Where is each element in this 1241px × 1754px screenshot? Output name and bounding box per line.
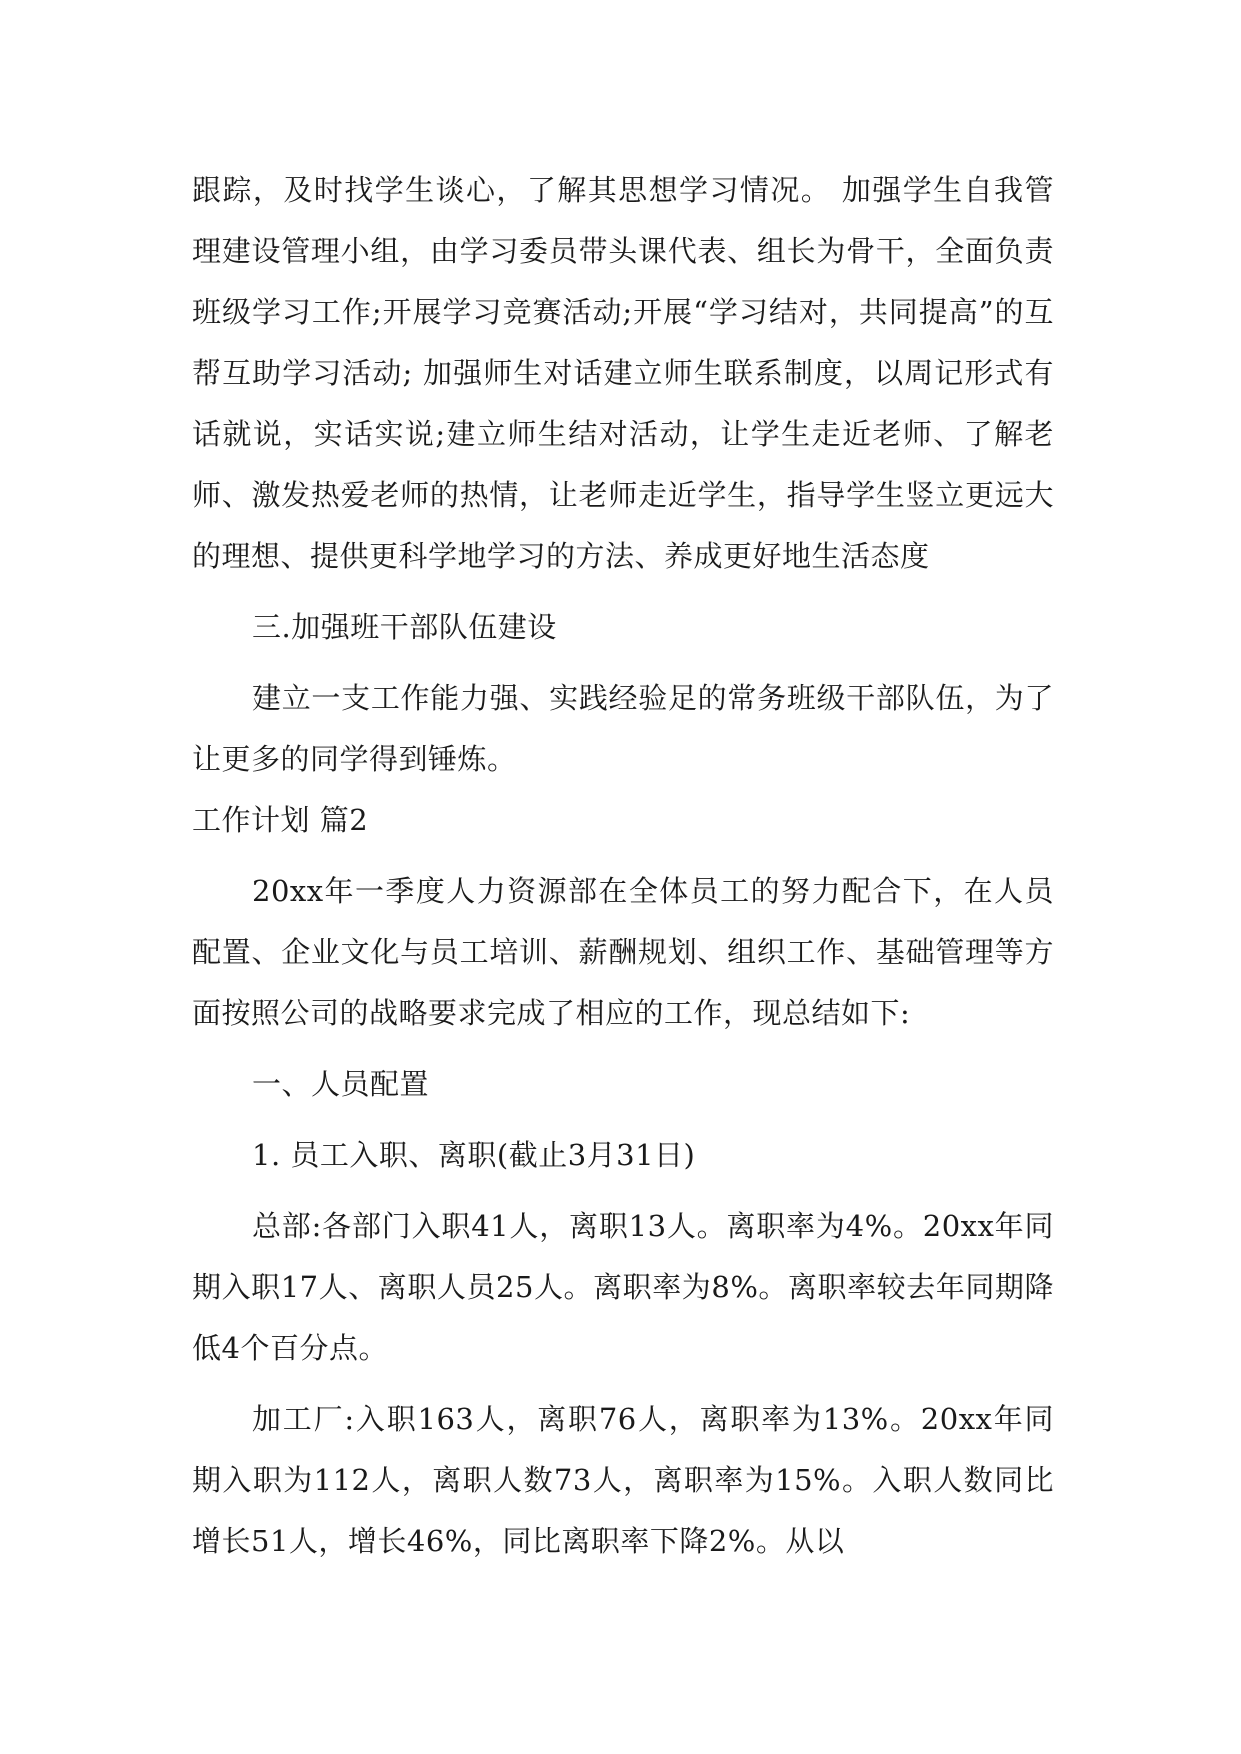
paragraph-hr-summary: 20xx年一季度人力资源部在全体员工的努力配合下，在人员配置、企业文化与员工培训、薪酬规划、组织工作、基础管理等方面按照公司的战略要求完成了相应的工作，现总结如下:: [192, 874, 1054, 1030]
section-heading-class-cadre: 三.加强班干部队伍建设: [252, 610, 557, 644]
section-heading-staffing: 一、人员配置: [252, 1067, 430, 1101]
document-body: [192, 160, 1054, 1572]
subheading-onboarding-offboarding: 1. 员工入职、离职(截止3月31日): [252, 1138, 696, 1172]
paragraph-factory-stats: 加工厂:入职163人，离职76人，离职率为13%。20xx年同期入职为112人，离职人数73人，离职率为15%。入职人数同比增长51人，增长46%，同比离职率下降2%。从以: [192, 1402, 1054, 1558]
paragraph-cadre-team: 建立一支工作能力强、实践经验足的常务班级干部队伍，为了让更多的同学得到锤炼。: [192, 681, 1054, 776]
paragraph-headquarters-stats: 总部:各部门入职41人，离职13人。离职率为4%。20xx年同期入职17人、离职人员25人。离职率为8%。离职率较去年同期降低4个百分点。: [192, 1209, 1054, 1365]
heading-work-plan-2: 工作计划 篇2: [192, 803, 369, 837]
paragraph-student-management: 跟踪，及时找学生谈心，了解其思想学习情况。 加强学生自我管理建设管理小组，由学习委员带头课代表、组长为骨干，全面负责班级学习工作;开展学习竞赛活动;开展“学习结对，共同提高”的互帮互助学习活动; 加强师生对话建立师生联系制度，以周记形式有话就说，实话实说;建立师生结对活动，让学生走近老师、了解老师、激发热爱老师的热情，让老师走近学生，指导学生竖立更远大的理想、提供更科学地学习的方法、养成更好地生活态度: [192, 173, 1054, 573]
